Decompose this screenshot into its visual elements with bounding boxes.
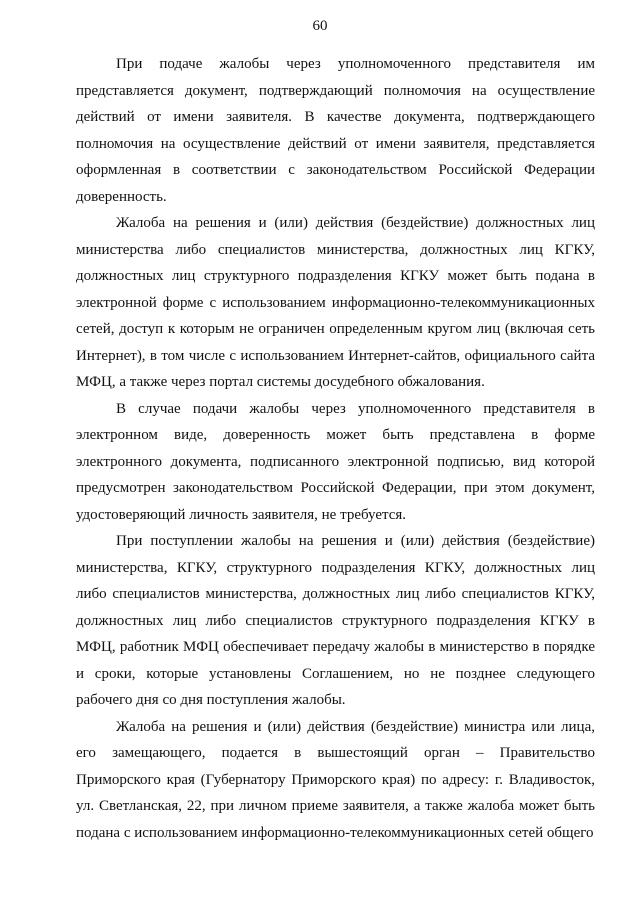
document-body (76, 51, 595, 846)
page-number: 60 (312, 18, 328, 34)
paragraph-mfc-transfer: При поступлении жалобы на решения и (или) действия (бездействие) министерства, КГКУ, структурного подразделения КГКУ, должностных лиц либо специалистов министерства, должностных лиц либо специалистов КГКУ, должностных лиц либо специалистов структурного подразделения КГКУ в МФЦ, работник МФЦ обеспечивает передачу жалобы в министерство в порядке и сроки, которые установлены Соглашением, но не позднее следующего рабочего дня со дня поступления жалобы. (76, 533, 595, 708)
paragraph-electronic-complaint: Жалоба на решения и (или) действия (бездействие) должностных лиц министерства либо специалистов министерства, должностных лиц КГКУ, должностных лиц структурного подразделения КГКУ может быть подана в электронной форме с использованием информационно-телекоммуникационных сетей, доступ к которым не ограничен определенным кругом лиц (включая сеть Интернет), в том числе с использованием Интернет-сайтов, официального сайта МФЦ, а также через портал системы досудебного обжалования. (76, 215, 595, 390)
paragraph-minister-complaint: Жалоба на решения и (или) действия (бездействие) министра или лица, его замещающего, подается в вышестоящий орган – Правительство Приморского края (Губернатору Приморского края) по адресу: г. Владивосток, ул. Светланская, 22, при личном приеме заявителя, а также жалоба может быть подана с использованием информационно-телекоммуникационных сетей общего (76, 718, 595, 841)
paragraph-representative-authority: При подаче жалобы через уполномоченного представителя им представляется документ, подтверждающий полномочия на осуществление действий от имени заявителя. В качестве документа, подтверждающего полномочия на осуществление действий от имени заявителя, представляется оформленная в соответствии с законодательством Российской Федерации доверенность. (76, 56, 595, 205)
paragraph-electronic-power-of-attorney: В случае подачи жалобы через уполномоченного представителя в электронном виде, доверенность может быть представлена в форме электронного документа, подписанного электронной подписью, вид которой предусмотрен законодательством Российской Федерации, при этом документ, удостоверяющий личность заявителя, не требуется. (76, 400, 595, 523)
